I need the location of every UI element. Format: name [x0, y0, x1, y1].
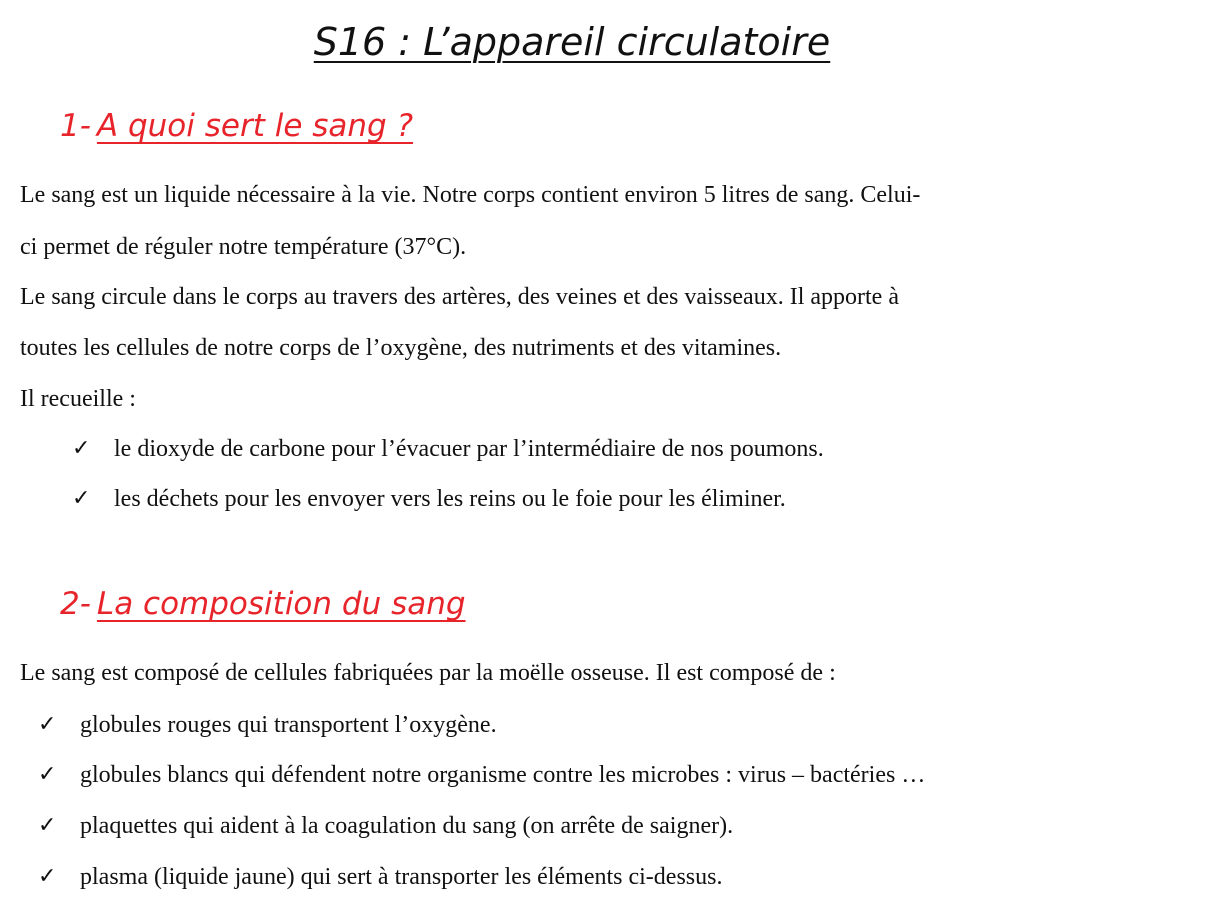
section-1-list-item	[72, 486, 786, 512]
page-title	[0, 14, 1144, 70]
section-2-item-text: globules blancs qui défendent notre organisme contre les microbes : virus – bactéries …	[80, 762, 926, 788]
check-icon: ✓	[38, 813, 57, 838]
section-2-item-text: globules rouges qui transportent l’oxygène.	[80, 712, 497, 738]
section-1-line-5: Il recueille :	[20, 386, 136, 412]
section-1-item-text: les déchets pour les envoyer vers les reins ou le foie pour les éliminer.	[114, 486, 786, 512]
check-icon: ✓	[38, 762, 57, 787]
section-1-line-2: ci permet de réguler notre température (37°C).	[20, 234, 467, 260]
section-1-number: 1-	[60, 108, 91, 144]
section-1-line-1: Le sang est un liquide nécessaire à la vie. Notre corps contient environ 5 litres de sang. Celui-	[20, 182, 921, 208]
check-icon: ✓	[72, 436, 91, 461]
check-icon: ✓	[38, 864, 57, 889]
section-2-number: 2-	[60, 586, 91, 622]
check-icon: ✓	[72, 486, 91, 511]
section-1-line-3: Le sang circule dans le corps au travers des artères, des veines et des vaisseaux. Il apporte à	[20, 284, 899, 310]
section-1-item-text: le dioxyde de carbone pour l’évacuer par l’intermédiaire de nos poumons.	[114, 436, 824, 462]
section-1-line-4: toutes les cellules de notre corps de l’oxygène, des nutriments et des vitamines.	[20, 335, 782, 361]
section-2-list-item	[38, 762, 926, 788]
page-title-text: S16 : L’appareil circulatoire	[313, 20, 831, 64]
section-2-list-item	[38, 813, 734, 839]
section-2-list-item	[38, 712, 497, 738]
section-2-title: La composition du sang	[96, 586, 466, 622]
section-2-item-text: plasma (liquide jaune) qui sert à transporter les éléments ci-dessus.	[80, 864, 723, 890]
section-2-list-item	[38, 864, 723, 890]
section-1-title: A quoi sert le sang ?	[96, 108, 414, 144]
check-icon: ✓	[38, 712, 57, 737]
section-1-heading	[60, 104, 413, 148]
section-1-list-item	[72, 436, 824, 462]
section-2-item-text: plaquettes qui aident à la coagulation du sang (on arrête de saigner).	[80, 813, 734, 839]
section-2-intro: Le sang est composé de cellules fabriquées par la moëlle osseuse. Il est composé de :	[20, 660, 836, 686]
section-2-heading	[60, 582, 466, 626]
